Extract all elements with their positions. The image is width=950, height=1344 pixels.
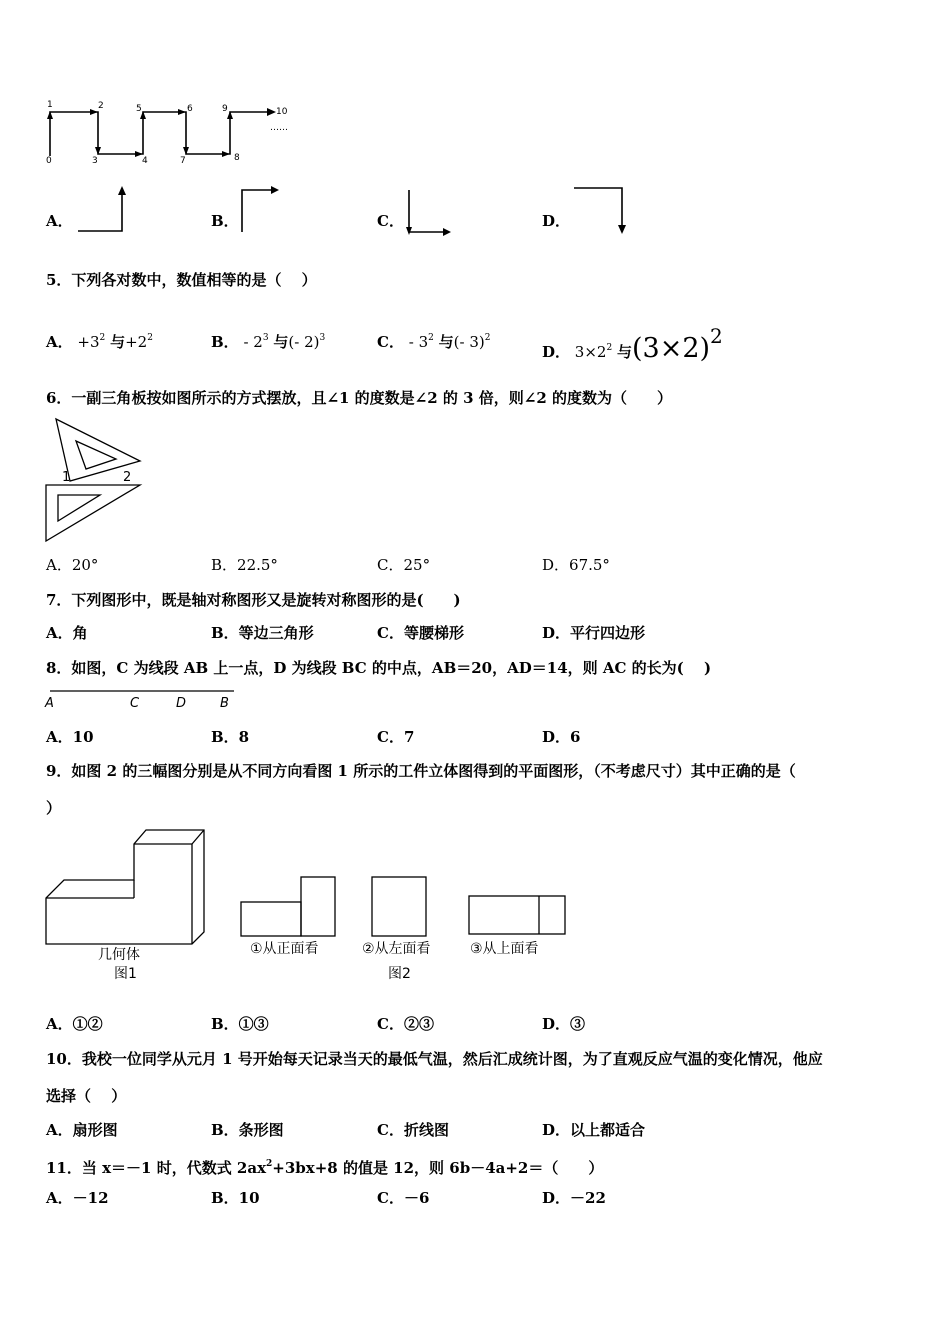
q5-a-right: $+2^2$ [125,333,153,351]
point-c-label: C [130,696,140,711]
q4-path-figure [40,98,310,168]
point-b-label: B [220,696,229,711]
q10-option-c: C．折线图 [377,1121,449,1139]
q5-stem: 5．下列各对数中，数值相等的是（ ） [46,271,317,289]
path-number: 0 [46,156,52,166]
q9-fig1-caption: 几何体 [98,947,140,963]
q5-with: 与 [616,343,632,361]
q9-option-d: D．③ [542,1015,586,1033]
q9-view2-caption: ②从左面看 [362,941,431,957]
q5-a-left: $+3^2$ [77,333,106,351]
angle-1-label: 1 [62,470,71,485]
q5-option-d [542,318,723,370]
q10-option-b: B．条形图 [211,1121,284,1139]
q8-stem: 8．如图，C 为线段 AB 上一点，D 为线段 BC 的中点，AB＝20，AD＝14，则 AC 的长为( ) [46,659,712,677]
q10-option-a: A．扇形图 [46,1121,118,1139]
q8-segment-figure [44,684,244,712]
q9-view1-caption: ①从正面看 [250,941,319,957]
q9-views-figure [238,874,574,940]
path-number: 1 [47,100,53,110]
path-number: 8 [234,153,240,163]
q6-stem: 6．一副三角板按如图所示的方式摆放，且∠1 的度数是∠2 的 3 倍，则∠2 的度数为（ ） [46,389,673,407]
path-number: 9 [222,104,228,114]
q7-option-c: C．等腰梯形 [377,624,464,642]
q9-option-b: B．①③ [211,1015,269,1033]
q5-b-left: - $2^3$ [243,333,269,351]
q5-d-right: $(3\times 2)^2$ [631,324,723,364]
q5-option-d-label: D． [542,343,571,361]
point-a-label: A [45,696,54,711]
q8-option-b: B．8 [211,728,250,746]
q11-stem: 11．当 x＝－1 时，代数式 $2ax^2+3bx+8$ 的值是 12，则 6b－4a+2＝（ ） [46,1159,604,1177]
q9-view3-caption: ③从上面看 [470,941,539,957]
path-number: 3 [92,156,98,166]
q5-d-left: $3\times 2^2$ [574,343,613,361]
q6-option-a: A．20° [46,556,99,574]
q4-option-d-figure [570,182,630,238]
q9-stem-line1: 9．如图 2 的三幅图分别是从不同方向看图 1 所示的工件立体图得到的平面图形，（不考虑尺寸）其中正确的是（ [46,762,796,780]
q6-option-c: C．25° [377,556,431,574]
q5-c-left: - $3^2$ [408,333,434,351]
q9-stem-line2: ） [46,799,62,817]
q7-option-a: A．角 [46,624,88,642]
path-number: 6 [187,104,193,114]
q5-with: 与 [110,333,126,351]
q4-option-a-label: A． [46,212,73,230]
q4-option-a-figure [74,184,130,236]
q7-stem: 7．下列图形中，既是轴对称图形又是旋转对称图形的是( ) [46,591,461,609]
q5-option-b-label: B． [211,333,239,351]
q8-option-d: D．6 [542,728,581,746]
path-number: 5 [136,104,142,114]
point-d-label: D [176,696,187,711]
q4-option-c-figure [404,188,456,238]
q4-option-c-label: C． [377,212,404,230]
q5-with: 与 [273,333,289,351]
q10-stem-line2: 选择（ ） [46,1087,127,1105]
q5-b-right: (- 2)$^3$ [288,333,326,351]
q5-option-b [211,328,325,352]
q8-option-a: A．10 [46,728,94,746]
q6-option-b: B．22.5° [211,556,278,574]
q4-option-d-label: D． [542,212,571,230]
q4-option-b-label: B． [211,212,239,230]
angle-2-label: 2 [123,470,132,485]
path-number: 2 [98,101,104,111]
q6-triangle-figure [40,415,150,545]
q9-fig2-label: 图2 [388,966,411,982]
q4-option-b-figure [238,184,282,236]
q8-option-c: C．7 [377,728,415,746]
q7-option-b: B．等边三角形 [211,624,314,642]
path-number: 7 [180,156,186,166]
q10-stem-line1: 10．我校一位同学从元月 1 号开始每天记录当天的最低气温，然后汇成统计图，为了直观反应气温的变化情况，他应 [46,1050,823,1068]
q11-option-b: B．10 [211,1189,260,1207]
q11-option-d: D．－22 [542,1189,606,1207]
q11-option-c: C．－6 [377,1189,430,1207]
q9-fig1-label: 图1 [114,966,137,982]
q11-option-a: A．－12 [46,1189,109,1207]
path-number: 4 [142,156,148,166]
path-ellipsis: …… [270,123,288,133]
q5-with: 与 [438,333,454,351]
q6-option-d: D．67.5° [542,556,610,574]
q7-option-d: D．平行四边形 [542,624,646,642]
q5-option-c-label: C． [377,333,404,351]
path-number: 10 [276,107,288,117]
q10-option-d: D．以上都适合 [542,1121,646,1139]
q5-option-c [377,328,490,352]
q9-option-a: A．①② [46,1015,103,1033]
q5-option-a [46,328,153,352]
q5-c-right: (- 3)$^2$ [453,333,491,351]
q5-option-a-label: A． [46,333,73,351]
q9-option-c: C．②③ [377,1015,434,1033]
